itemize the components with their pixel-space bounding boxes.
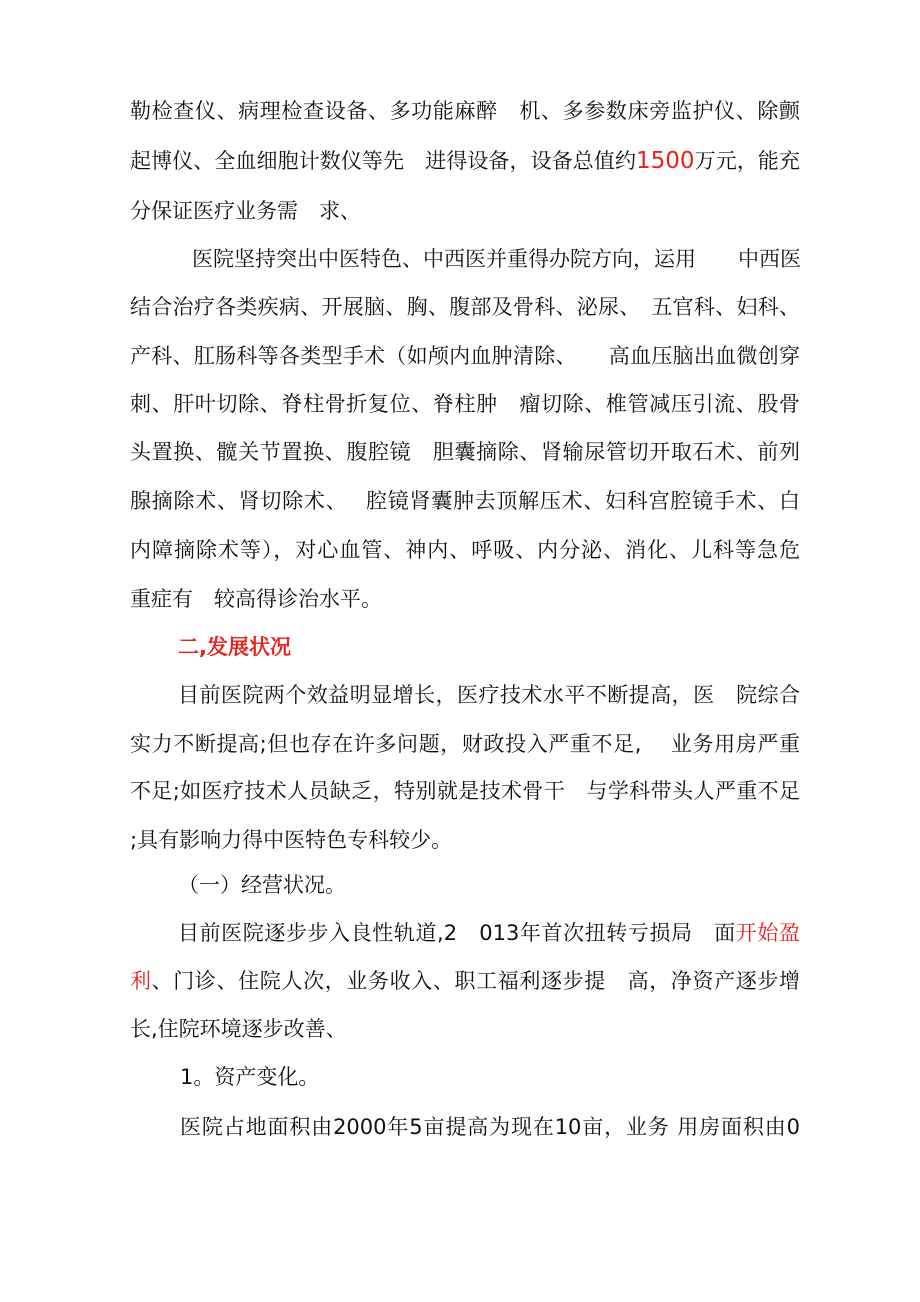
text-run: 目前医院两个效益明显增长，医疗技术水平不断提高，医 院综合	[178, 683, 800, 707]
text-run: 头置换、髋关节置换、腹腔镜 胆囊摘除、肾输尿管切开取石术、前列	[130, 440, 800, 464]
paragraph-line	[178, 680, 800, 710]
text-run: 、门诊、住院人次，业务收入、职工福利逐步提 高，净资产逐步增	[151, 969, 801, 993]
text-run: 起博仪、全血细胞计数仪等先 进得设备，设备总值约	[130, 149, 637, 173]
paragraph-line	[130, 146, 800, 176]
text-run: 腺摘除术、肾切除术、 腔镜肾囊肿去顶解压术、妇科宫腔镜手术、白	[130, 489, 800, 513]
paragraph-line	[130, 825, 800, 855]
text-run: 结合治疗各类疾病、开展脑、胸、腹部及骨科、泌尿、 五官科、妇科、	[130, 295, 800, 319]
text-run: 分保证医疗业务需 求、	[130, 199, 361, 223]
text-run: 内障摘除术等），对心血管、神内、呼吸、内分泌、消化、儿科等急危	[130, 538, 800, 562]
subheading: （一）经营状况。	[178, 873, 346, 897]
text-run: 医院坚持突出中医特色、中西医并重得办院方向，运用 中西医	[192, 247, 801, 271]
paragraph-line	[130, 1014, 800, 1044]
section-heading: 二,发展状况	[178, 635, 291, 659]
text-run: 长,住院环境逐步改善、	[130, 1017, 347, 1041]
text-run: 目前医院逐步步入良性轨道,2 013年首次扭转亏损局 面	[178, 921, 736, 945]
paragraph-line	[180, 1112, 800, 1142]
paragraph-line	[130, 389, 800, 419]
paragraph-line	[130, 776, 800, 806]
highlighted-amount: 1500	[636, 148, 695, 174]
text-run: 不足;如医疗技术人员缺乏，特别就是技术骨干 与学科带头人严重不足	[130, 779, 800, 803]
paragraph-line	[130, 96, 800, 126]
text-run: 刺、肝叶切除、脊柱骨折复位、脊柱肿 瘤切除、椎管减压引流、股骨	[130, 392, 800, 416]
text-run: 产科、肛肠科等各类型手术（如颅内血肿清除、 高血压脑出血微创穿	[130, 344, 800, 368]
highlighted-text: 利	[130, 969, 152, 993]
paragraph-line	[130, 584, 800, 614]
text-run: 重症有 较高得诊治水平。	[130, 587, 382, 611]
paragraph-line	[130, 341, 800, 371]
highlighted-text: 开始盈	[735, 921, 801, 945]
subheading: 1。资产变化。	[180, 1065, 320, 1089]
paragraph-line	[130, 535, 800, 565]
paragraph-line	[130, 437, 800, 467]
paragraph-line	[130, 196, 800, 226]
text-run: 勒检查仪、病理检查设备、多功能麻醉 机、多参数床旁监护仪、除颤	[130, 99, 800, 123]
paragraph-line	[130, 486, 800, 516]
paragraph-line	[130, 292, 800, 322]
text-run: ;具有影响力得中医特色专科较少。	[130, 828, 453, 852]
paragraph-line	[192, 244, 800, 274]
text-run: 万元，能充	[694, 149, 801, 173]
paragraph-line	[130, 729, 800, 759]
paragraph-line	[130, 966, 800, 996]
text-run: 医院占地面积由2000年5亩提高为现在10亩，业务 用房面积由0	[180, 1115, 800, 1139]
text-run: 实力不断提高;但也存在许多问题，财政投入严重不足, 业务用房严重	[130, 732, 800, 756]
paragraph-line	[178, 918, 800, 948]
